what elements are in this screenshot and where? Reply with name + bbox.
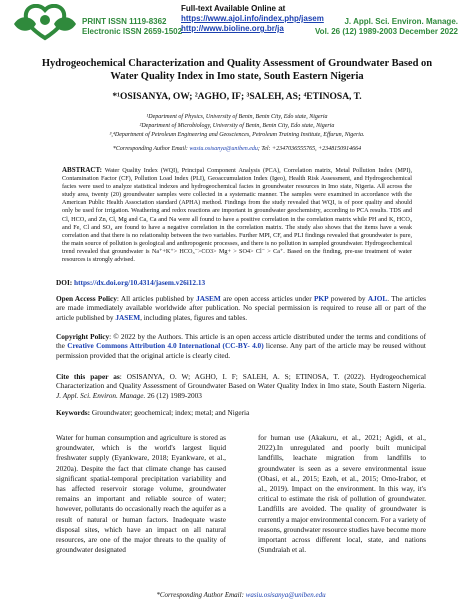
citation	[56, 372, 426, 400]
paper-title: Hydrogeochemical Characterization and Quality Assessment of Groundwater Based on Water Quality Index in Imo state, South Eastern Nigeria	[41, 58, 433, 82]
open-access-label: Open Access Policy	[56, 294, 117, 303]
electronic-issn: Electronic ISSN 2659-1502	[82, 27, 183, 36]
journal-url-link-2[interactable]: http://www.bioline.org.br/ja	[181, 24, 284, 33]
affiliation-1: ¹Department of Physics, University of Benin, Benin City, Edo state, Nigeria	[146, 114, 328, 120]
open-access-policy	[56, 294, 426, 322]
affiliations	[60, 113, 414, 140]
copyright-policy	[56, 332, 426, 360]
corresponding-tel: ; Tel: +2347036555765, +2348150914664	[257, 146, 362, 152]
open-access-text-3: powered by	[328, 294, 368, 303]
cite-text-1: : OSISANYA, O. W; AGHO, I. F; SALEH, A. S; ETINOSA, T. (2022). Hydrogeochemical Characterization and Quality Assessment of Groundwater Based on Water Quality Index in Imo state, South Eastern Nigeria.	[56, 372, 426, 391]
journal-name: J. Appl. Sci. Environ. Manage.	[344, 17, 458, 26]
abstract-label: ABSTRACT:	[62, 166, 102, 174]
author-list: *¹OSISANYA, OW; ²AGHO, IF; ³SALEH, AS; ⁴ETINOSA, T.	[112, 92, 362, 102]
footnote-label: *Corresponding Author Email:	[156, 591, 244, 599]
jasem-logo-icon	[10, 4, 80, 44]
journal-volume: Vol. 26 (12) 1989-2003 December 2022	[314, 27, 458, 36]
corresponding-label: *Corresponding Author Email:	[112, 146, 188, 152]
keywords-text: Groundwater; geochemical; index; metal; and Nigeria	[90, 408, 250, 417]
pkp-link[interactable]: PKP	[313, 294, 329, 303]
abstract	[62, 166, 412, 264]
journal-url-link-1[interactable]: https://www.ajol.info/index.php/jasem	[181, 14, 324, 23]
open-access-text-2: are open access articles under	[220, 294, 314, 303]
jasem-link-2[interactable]: JASEM	[115, 312, 141, 322]
keywords	[56, 408, 426, 417]
footnote-email[interactable]: wasiu.osisanya@uniben.edu	[245, 591, 326, 599]
affiliation-3: ³,⁴Department of Petroleum Engineering and Geosciences, Petroleum Training Institute, Effurun, Nigeria.	[109, 132, 365, 138]
doi-line	[56, 278, 426, 287]
print-issn: PRINT ISSN 1119-8362	[82, 17, 167, 26]
open-access-text-1: : All articles published by	[116, 294, 197, 303]
doi-label: DOI:	[56, 278, 73, 287]
copyright-text-2: license. Any part of the article may be reused without permission provided that the original article is clearly cited.	[56, 341, 426, 360]
body-column-left: Water for human consumption and agriculture is stored as groundwater, which is the world's largest liquid freshwater supply (Eyankware, 2018; Eyankware, et al., 2020a). Despite the fact that climate change has caused significant spatial-temporal precipitation variability and has affected reservoir storage volume, groundwater remains an important and reliable source of water; however, pollutants do occasionally reach the aquifer as a result of natural or human factors. Inadequate waste disposal sites, which have an impact on all natural resources, are one of the major threats to the quality of groundwater designated	[56, 433, 226, 555]
jasem-link-1[interactable]: JASEM	[196, 294, 221, 303]
cite-label: Cite this paper as	[56, 372, 120, 381]
fulltext-label: Full-text Available Online at	[181, 4, 286, 13]
copyright-label: Copyright Policy	[56, 332, 110, 341]
corresponding-email[interactable]: wasiu.osisanya@uniben.edu	[189, 146, 258, 152]
open-access-text-5: , including plates, figures and tables.	[140, 312, 248, 322]
doi-link[interactable]: https://dx.doi.org/10.4314/jasem.v26i12.13	[74, 278, 206, 287]
journal-block	[315, 17, 458, 37]
copyright-text-1: : © 2022 by the Authors. This article is an open access article distributed under the terms and conditions of the	[56, 332, 426, 351]
abstract-text: Water Quality Index (WQI), Principal Component Analysis (PCA), Correlation matrix, Metal Pollution Index (MPI), Contamination Factor (CF), Pollution Load Index (PLI), Geoaccumulation Index (Igeo), Health Risk Assessment, and Hydrogeochemical facies were used to analyze statistical indexes and hydrogeochemical facies in groundwater resources in Imo state, Nigeria. All across the study area, twenty (20) groundwater samples were collected in a systematic manner. The samples were examined in accordance with the American Public Health Association standard (APHA) method. Findings from the study revealed that WQI, is of poor quality and should only be used for irrigation. Weathering and redox reactions are important in groundwater geochemistry, according to PCA results. TDS and Cl, HCO₃ and Zn, Cl, Mg and Ca, Ca and Na were all found to have a positive correlation in the correlation matrix while PH and K, HCO₃ and Fe, Cl and SO₄ are found to have a negative correlation in the correlation matrix. The study also shows that the items have a weak correlation and that there is no relationship between the two variables. Further MPI, CF, and PLI findings revealed that groundwater is pure, the main source of pollution is geological and anthropogenic processes, and there is no pollution in sampled groundwater. Hydrogeochemical trend revealed that groundwater is Na⁺+K⁺> HCO₃⁻>CO3> Mg+ > SO4> Cl⁻ > Ca⁺. Based on the finding, pre-use treatment of water resources is strongly advised.	[62, 167, 412, 264]
body-column-right: for human use (Akakuru, et al., 2021; Agidi, et al., 2022).In unregulated and poorly built municipal landfills, leachate migration from landfills to groundwater is seen as a severe environmental issue (Obasi, et al., 2015; Ezeh, et al., 2015; Omo-Irabor, et al., 2019). Impact on the environment. In this way, it's critical to estimate the risk of pollution of groundwater. Landfills are avoided. The quality of groundwater is currently a major environmental concern. For a variety of reasons, groundwater resource studies have become more important across different local, state, and nations (Sundraiah et al.	[258, 433, 426, 555]
cite-journal: J. Appl. Sci. Environ. Manage.	[56, 390, 146, 400]
jasem-logo	[10, 4, 80, 44]
keywords-label: Keywords:	[56, 408, 91, 417]
issn-block	[82, 17, 182, 37]
corresponding-author-top	[60, 146, 414, 152]
fulltext-block	[181, 4, 324, 34]
corresponding-author-footnote	[56, 591, 426, 599]
affiliation-2: ²Department of Microbiology, University of Benin, Benin City, Edo state, Nigeria	[139, 123, 335, 129]
license-link[interactable]: Creative Commons Attribution 4.0 International (CC-BY- 4.0)	[67, 341, 264, 351]
open-access-text-4: . The articles are made immediately available worldwide after publication. No special permission is required to reuse all or part of the article published by	[56, 294, 426, 322]
cite-text-2: 26 (12) 1989-2003	[145, 390, 202, 400]
ajol-link[interactable]: AJOL	[367, 294, 388, 303]
